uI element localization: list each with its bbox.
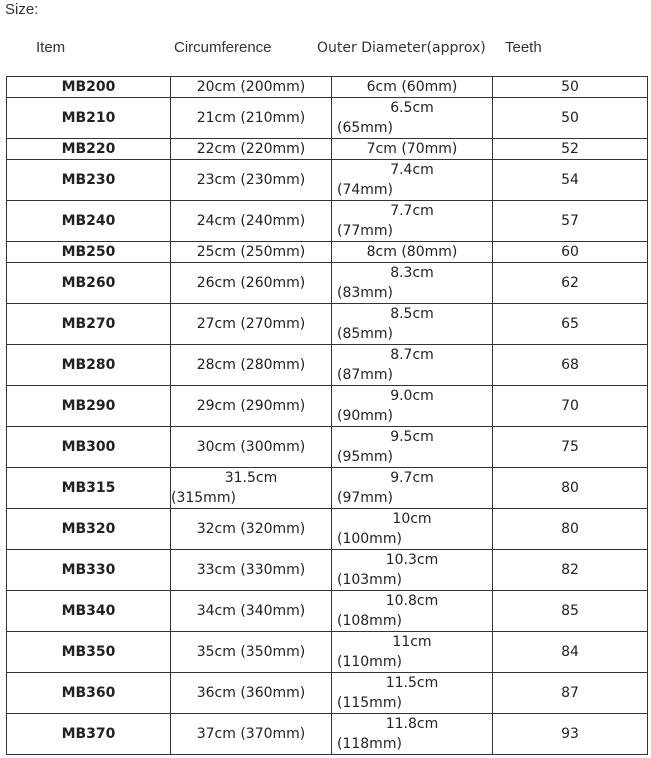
- cell-circumference: 34cm (340mm): [171, 591, 332, 632]
- size-label: Size:: [5, 1, 39, 18]
- table-row: [7, 345, 648, 386]
- cell-circumference: 20cm (200mm): [171, 77, 332, 98]
- outer-diameter-mm: (74mm): [337, 182, 394, 198]
- cell-outer-diameter: [332, 386, 493, 427]
- cell-outer-diameter: [332, 98, 493, 139]
- outer-diameter-cm: 7.4cm: [390, 162, 434, 178]
- cell-outer-diameter: [332, 263, 493, 304]
- cell-outer-diameter: [332, 591, 493, 632]
- cell-teeth: 87: [493, 673, 648, 714]
- table-row: [7, 263, 648, 304]
- outer-diameter-mm: (95mm): [337, 449, 394, 465]
- table-row: [7, 386, 648, 427]
- table-row: [7, 304, 648, 345]
- outer-diameter-cm: 6.5cm: [390, 100, 434, 116]
- header-circumference: Circumference: [174, 39, 272, 56]
- cell-circumference: 29cm (290mm): [171, 386, 332, 427]
- cell-item: MB250: [7, 242, 171, 263]
- cell-teeth: 93: [493, 714, 648, 755]
- circumference-cm: 31.5cm: [224, 470, 278, 486]
- cell-item: MB360: [7, 673, 171, 714]
- cell-teeth: 54: [493, 160, 648, 201]
- cell-circumference: 28cm (280mm): [171, 345, 332, 386]
- cell-outer-diameter: [332, 160, 493, 201]
- cell-item: MB370: [7, 714, 171, 755]
- outer-diameter-mm: (115mm): [337, 695, 402, 711]
- outer-diameter-cm: 11cm: [392, 634, 432, 650]
- table-row: [7, 591, 648, 632]
- cell-teeth: 52: [493, 139, 648, 160]
- cell-item: MB220: [7, 139, 171, 160]
- cell-teeth: 80: [493, 509, 648, 550]
- cell-outer-diameter: 6cm (60mm): [332, 77, 493, 98]
- table-row: [7, 160, 648, 201]
- outer-diameter-cm: 10cm: [392, 511, 432, 527]
- outer-diameter-cm: 10.3cm: [385, 552, 439, 568]
- outer-diameter-cm: 8.7cm: [390, 347, 434, 363]
- cell-item: MB320: [7, 509, 171, 550]
- cell-circumference: 27cm (270mm): [171, 304, 332, 345]
- cell-item: MB300: [7, 427, 171, 468]
- cell-outer-diameter: [332, 632, 493, 673]
- table-row: [7, 468, 648, 509]
- cell-item: MB350: [7, 632, 171, 673]
- cell-circumference: 35cm (350mm): [171, 632, 332, 673]
- cell-teeth: 84: [493, 632, 648, 673]
- outer-diameter-mm: (108mm): [337, 613, 402, 629]
- cell-item: MB270: [7, 304, 171, 345]
- cell-outer-diameter: [332, 201, 493, 242]
- cell-circumference: 37cm (370mm): [171, 714, 332, 755]
- outer-diameter-cm: 8.3cm: [390, 265, 434, 281]
- outer-diameter-mm: (87mm): [337, 367, 394, 383]
- cell-item: MB200: [7, 77, 171, 98]
- cell-circumference: 25cm (250mm): [171, 242, 332, 263]
- cell-outer-diameter: [332, 304, 493, 345]
- cell-item: MB240: [7, 201, 171, 242]
- cell-teeth: 57: [493, 201, 648, 242]
- cell-item: MB230: [7, 160, 171, 201]
- table-row: [7, 427, 648, 468]
- cell-outer-diameter: [332, 345, 493, 386]
- outer-diameter-mm: (85mm): [337, 326, 394, 342]
- table-row: [7, 139, 648, 160]
- table-row: [7, 714, 648, 755]
- cell-teeth: 68: [493, 345, 648, 386]
- cell-circumference: 24cm (240mm): [171, 201, 332, 242]
- cell-item: MB330: [7, 550, 171, 591]
- cell-circumference: 36cm (360mm): [171, 673, 332, 714]
- outer-diameter-mm: (103mm): [337, 572, 402, 588]
- cell-teeth: 50: [493, 77, 648, 98]
- outer-diameter-cm: 7.7cm: [390, 203, 434, 219]
- cell-circumference: [171, 468, 332, 509]
- cell-circumference: 21cm (210mm): [171, 98, 332, 139]
- outer-diameter-mm: (65mm): [337, 120, 394, 136]
- cell-teeth: 80: [493, 468, 648, 509]
- cell-item: MB315: [7, 468, 171, 509]
- outer-diameter-mm: (90mm): [337, 408, 394, 424]
- table-row: [7, 550, 648, 591]
- cell-outer-diameter: [332, 509, 493, 550]
- table-row: [7, 673, 648, 714]
- cell-teeth: 82: [493, 550, 648, 591]
- outer-diameter-mm: (100mm): [337, 531, 402, 547]
- cell-circumference: 26cm (260mm): [171, 263, 332, 304]
- table-row: [7, 201, 648, 242]
- cell-outer-diameter: [332, 468, 493, 509]
- cell-circumference: 23cm (230mm): [171, 160, 332, 201]
- table-row: [7, 98, 648, 139]
- table-row: [7, 77, 648, 98]
- cell-circumference: 33cm (330mm): [171, 550, 332, 591]
- cell-teeth: 70: [493, 386, 648, 427]
- cell-circumference: 22cm (220mm): [171, 139, 332, 160]
- cell-item: MB290: [7, 386, 171, 427]
- outer-diameter-cm: 8.5cm: [390, 306, 434, 322]
- outer-diameter-cm: 9.0cm: [390, 388, 434, 404]
- header-outer-diameter: Outer Diameter(approx): [317, 40, 486, 56]
- cell-teeth: 75: [493, 427, 648, 468]
- outer-diameter-mm: (110mm): [337, 654, 402, 670]
- cell-teeth: 60: [493, 242, 648, 263]
- outer-diameter-cm: 11.8cm: [385, 716, 439, 732]
- cell-outer-diameter: [332, 550, 493, 591]
- outer-diameter-mm: (77mm): [337, 223, 394, 239]
- table-row: [7, 242, 648, 263]
- cell-circumference: 30cm (300mm): [171, 427, 332, 468]
- cell-outer-diameter: [332, 714, 493, 755]
- cell-outer-diameter: 8cm (80mm): [332, 242, 493, 263]
- outer-diameter-cm: 9.7cm: [390, 470, 434, 486]
- outer-diameter-mm: (83mm): [337, 285, 394, 301]
- outer-diameter-cm: 10.8cm: [385, 593, 439, 609]
- header-item: Item: [36, 39, 66, 56]
- table-row: [7, 632, 648, 673]
- cell-outer-diameter: [332, 673, 493, 714]
- outer-diameter-cm: 9.5cm: [390, 429, 434, 445]
- outer-diameter-cm: 11.5cm: [385, 675, 439, 691]
- cell-teeth: 50: [493, 98, 648, 139]
- table-row: [7, 509, 648, 550]
- cell-outer-diameter: 7cm (70mm): [332, 139, 493, 160]
- cell-item: MB280: [7, 345, 171, 386]
- cell-item: MB210: [7, 98, 171, 139]
- outer-diameter-mm: (97mm): [337, 490, 394, 506]
- cell-teeth: 85: [493, 591, 648, 632]
- cell-item: MB260: [7, 263, 171, 304]
- cell-teeth: 65: [493, 304, 648, 345]
- size-table: [6, 76, 648, 755]
- cell-teeth: 62: [493, 263, 648, 304]
- cell-outer-diameter: [332, 427, 493, 468]
- cell-item: MB340: [7, 591, 171, 632]
- outer-diameter-mm: (118mm): [337, 736, 402, 752]
- cell-circumference: 32cm (320mm): [171, 509, 332, 550]
- circumference-mm: (315mm): [171, 490, 236, 506]
- header-teeth: Teeth: [505, 39, 542, 56]
